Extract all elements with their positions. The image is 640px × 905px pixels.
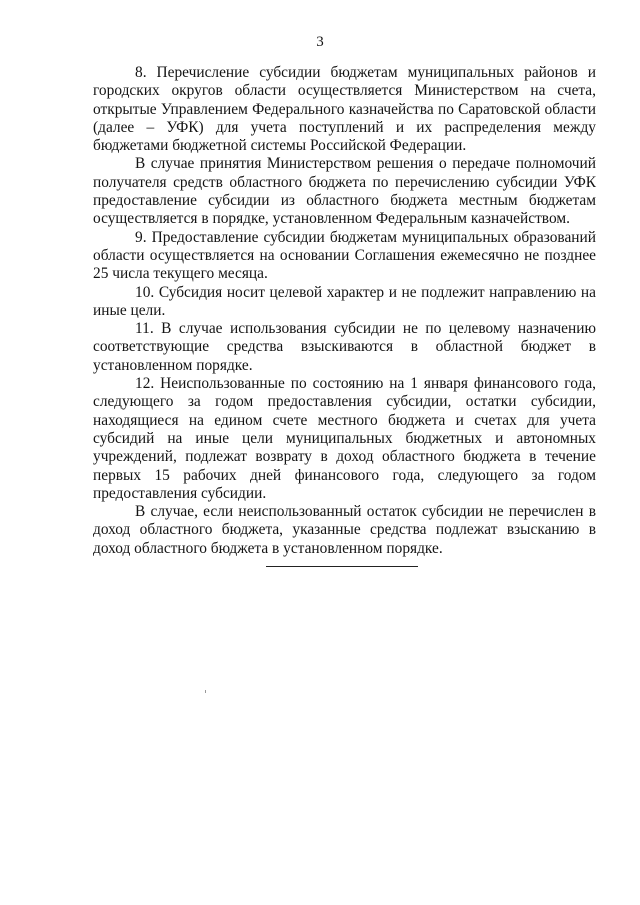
paragraph-8-continued: В случае принятия Министерством решения о передаче полномочий получателя средств областного бюджета по перечислению субсидии УФК предоставление субсидии из областного бюджета местным бюджетам осуществляется в порядке, установленном Федеральным казначейством. xyxy=(93,155,596,228)
document-body xyxy=(93,64,596,558)
paragraph-12-continued: В случае, если неиспользованный остаток субсидии не перечислен в доход областного бюджета, указанные средства подлежат взысканию в доход областного бюджета в установленном порядке. xyxy=(93,503,596,557)
page-number: 3 xyxy=(316,34,324,50)
paragraph-11: 11. В случае использования субсидии не по целевому назначению соответствующие средства взыскиваются в областной бюджет в установленном порядке. xyxy=(93,320,596,374)
scan-speck xyxy=(205,690,206,693)
closing-divider-line xyxy=(266,566,418,567)
paragraph-10: 10. Субсидия носит целевой характер и не подлежит направлению на иные цели. xyxy=(93,283,596,319)
paragraph-12: 12. Неиспользованные по состоянию на 1 января финансового года, следующего за годом предоставления субсидии, остатки субсидии, находящиеся на едином счете местного бюджета и счетах для учета субсидий на иные цели муниципальных бюджетных и автономных учреждений, подлежат возврату в доход областного бюджета в течение первых 15 рабочих дней финансового года, следующего за годом предоставления субсидии. xyxy=(93,375,596,502)
paragraph-8: 8. Перечисление субсидии бюджетам муниципальных районов и городских округов области осуществляется Министерством на счета, открытые Управлением Федерального казначейства по Саратовской области (далее – УФК) для учета поступлений и их распределения между бюджетами бюджетной системы Российской Федерации. xyxy=(93,64,596,155)
paragraph-9: 9. Предоставление субсидии бюджетам муниципальных образований области осуществляется на основании Соглашения ежемесячно не позднее 25 числа текущего месяца. xyxy=(93,228,596,283)
